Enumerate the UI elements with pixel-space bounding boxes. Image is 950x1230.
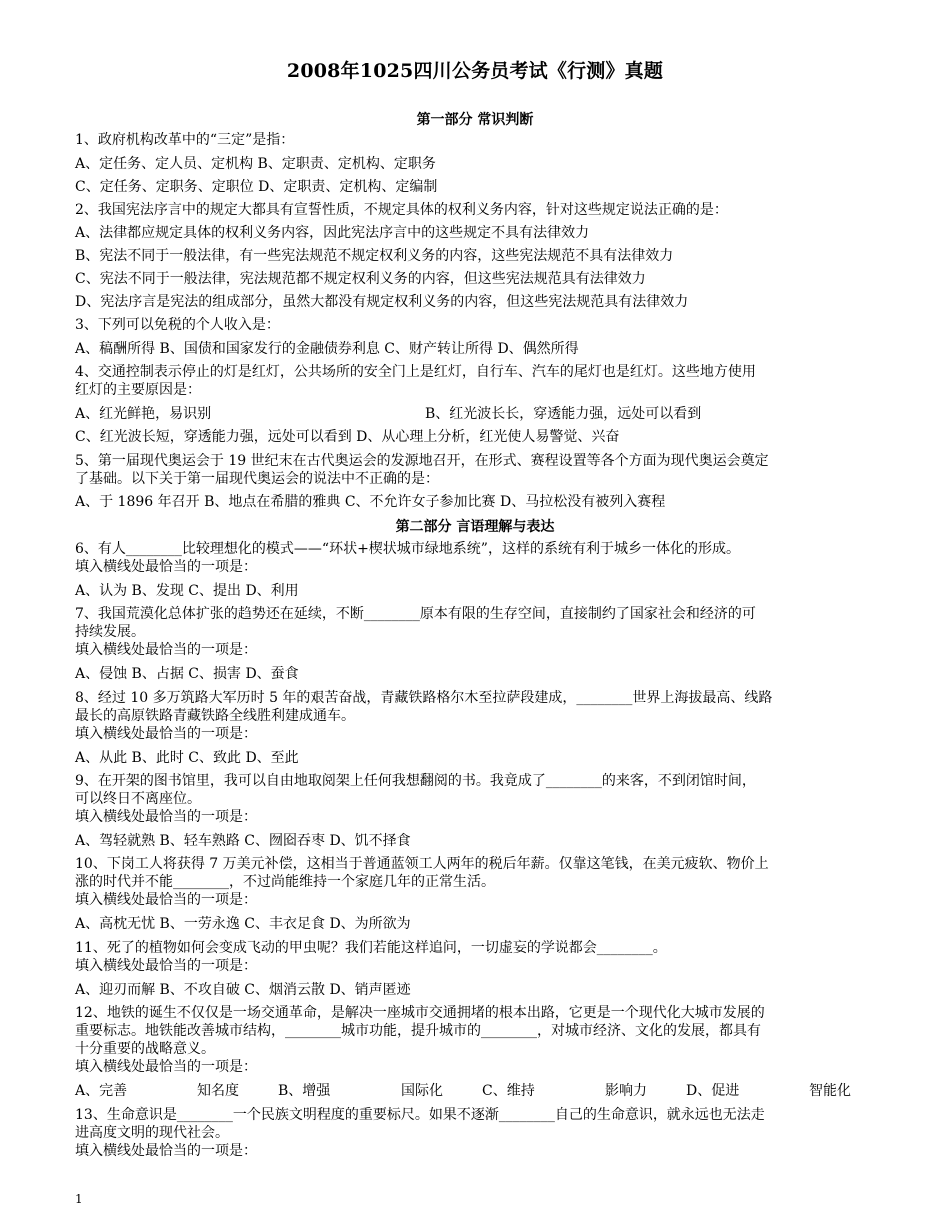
question-option: A、法律都应规定具体的权利义务内容，因此宪法序言中的这些规定不具有法律效力 bbox=[75, 225, 590, 241]
question-options: A、认为 B、发现 C、提出 D、利用 bbox=[75, 583, 299, 599]
question-options: A、侵蚀 B、占据 C、损害 D、蚕食 bbox=[75, 666, 299, 682]
question-options: C、红光波长短，穿透能力强，远处可以看到 D、从心理上分析，红光使人易警觉、兴奋 bbox=[75, 429, 620, 445]
question-text: 12、地铁的诞生不仅仅是一场交通革命，是解决一座城市交通拥堵的根本出路，它更是一个现代化大城市发展的 bbox=[75, 1005, 765, 1021]
question-options: C、定任务、定职务、定职位 D、定职责、定机构、定编制 bbox=[75, 179, 438, 195]
fill-prompt: 填入横线处最恰当的一项是： bbox=[75, 726, 257, 742]
question-option: C、宪法不同于一般法律，宪法规范都不规定权利义务的内容，但这些宪法规范具有法律效力 bbox=[75, 271, 646, 287]
fill-prompt: 填入横线处最恰当的一项是： bbox=[75, 1143, 257, 1159]
question-text: 4、交通控制表示停止的灯是红灯，公共场所的安全门上是红灯，自行车、汽车的尾灯也是红灯。这些地方使用 bbox=[75, 364, 756, 380]
fill-prompt: 填入横线处最恰当的一项是： bbox=[75, 892, 257, 908]
question-option: B、宪法不同于一般法律，有一些宪法规范不规定权利义务的内容，这些宪法规范不具有法律效力 bbox=[75, 248, 674, 264]
question-text: 可以终日不离座位。 bbox=[75, 791, 201, 807]
section-heading-verbal: 第二部分 言语理解与表达 bbox=[395, 519, 555, 535]
question-text: 最长的高原铁路青藏铁路全线胜利建成通车。 bbox=[75, 708, 355, 724]
question-option: B、红光波长长，穿透能力强，远处可以看到 bbox=[425, 406, 702, 422]
option-a-second: 知名度 bbox=[197, 1083, 239, 1099]
question-text: 持续发展。 bbox=[75, 624, 145, 640]
section-heading-common-sense: 第一部分 常识判断 bbox=[416, 112, 534, 128]
question-option: A、红光鲜艳，易识别 bbox=[75, 406, 212, 422]
question-text: 重要标志。地铁能改善城市结构，________城市功能，提升城市的________，对城市经济、文化的发展，都具有 bbox=[75, 1023, 761, 1039]
question-text: 7、我国荒漠化总体扩张的趋势还在延续，不断________原本有限的生存空间，直接制约了国家社会和经济的可 bbox=[75, 606, 756, 622]
question-text: 5、第一届现代奥运会于 19 世纪末在古代奥运会的发源地召开，在形式、赛程设置等各个方面为现代奥运会奠定 bbox=[75, 453, 769, 469]
question-text: 6、有人________比较理想化的模式——“环状+楔状城市绿地系统”，这样的系统有利于城乡一体化的形成。 bbox=[75, 541, 740, 557]
question-option: D、宪法序言是宪法的组成部分，虽然大都没有规定权利义务的内容，但这些宪法规范具有法律效力 bbox=[75, 294, 689, 310]
question-text: 进高度文明的现代社会。 bbox=[75, 1125, 229, 1141]
question-options: A、驾轻就熟 B、轻车熟路 C、囫囵吞枣 D、饥不择食 bbox=[75, 833, 411, 849]
option-a: A、完善 bbox=[75, 1083, 128, 1099]
question-text: 10、下岗工人将获得 7 万美元补偿，这相当于普通蓝领工人两年的税后年薪。仅靠这笔钱，在美元疲软、物价上 bbox=[75, 856, 769, 872]
question-text: 2、我国宪法序言中的规定大都具有宣誓性质，不规定具体的权利义务内容，针对这些规定说法正确的是： bbox=[75, 202, 728, 218]
fill-prompt: 填入横线处最恰当的一项是： bbox=[75, 958, 257, 974]
question-options: A、从此 B、此时 C、致此 D、至此 bbox=[75, 750, 299, 766]
fill-prompt: 填入横线处最恰当的一项是： bbox=[75, 1059, 257, 1075]
question-text: 红灯的主要原因是： bbox=[75, 382, 201, 398]
question-options: A、高枕无忧 B、一劳永逸 C、丰衣足食 D、为所欲为 bbox=[75, 916, 411, 932]
question-options: A、稿酬所得 B、国债和国家发行的金融债券利息 C、财产转让所得 D、偶然所得 bbox=[75, 341, 579, 357]
option-c: C、维持 bbox=[482, 1083, 535, 1099]
fill-prompt: 填入横线处最恰当的一项是： bbox=[75, 642, 257, 658]
option-b-second: 国际化 bbox=[401, 1083, 443, 1099]
question-text: 了基础。以下关于第一届现代奥运会的说法中不正确的是： bbox=[75, 471, 439, 487]
question-text: 11、死了的植物如何会变成飞动的甲虫呢？我们若能这样追问，一切虚妄的学说都会________。 bbox=[75, 940, 667, 956]
option-c-second: 影响力 bbox=[605, 1083, 647, 1099]
question-text: 涨的时代并不能________，不过尚能维持一个家庭几年的正常生活。 bbox=[75, 874, 495, 890]
fill-prompt: 填入横线处最恰当的一项是： bbox=[75, 809, 257, 825]
page-number: 1 bbox=[75, 1192, 83, 1206]
question-text: 3、下列可以免税的个人收入是： bbox=[75, 317, 280, 333]
option-d: D、促进 bbox=[686, 1083, 740, 1099]
question-text: 8、经过 10 多万筑路大军历时 5 年的艰苦奋战，青藏铁路格尔木至拉萨段建成，________世界上海拔最高、线路 bbox=[75, 690, 773, 706]
fill-prompt: 填入横线处最恰当的一项是： bbox=[75, 559, 257, 575]
question-options: A、定任务、定人员、定机构 B、定职责、定机构、定职务 bbox=[75, 156, 436, 172]
question-options: A、于 1896 年召开 B、地点在希腊的雅典 C、不允许女子参加比赛 D、马拉松没有被列入赛程 bbox=[75, 494, 666, 510]
question-text: 1、政府机构改革中的“三定”是指： bbox=[75, 132, 295, 148]
question-text: 9、在开架的图书馆里，我可以自由地取阅架上任何我想翻阅的书。我竟成了________的来客，不到闭馆时间， bbox=[75, 773, 756, 789]
question-options: A、迎刃而解 B、不攻自破 C、烟消云散 D、销声匿迹 bbox=[75, 982, 411, 998]
document-title: 2008年1025四川公务员考试《行测》真题 bbox=[286, 60, 664, 82]
question-text: 13、生命意识是________一个民族文明程度的重要标尺。如果不逐渐________自己的生命意识，就永远也无法走 bbox=[75, 1107, 765, 1123]
option-b: B、增强 bbox=[278, 1083, 331, 1099]
option-d-second: 智能化 bbox=[809, 1083, 851, 1099]
question-text: 十分重要的战略意义。 bbox=[75, 1041, 215, 1057]
